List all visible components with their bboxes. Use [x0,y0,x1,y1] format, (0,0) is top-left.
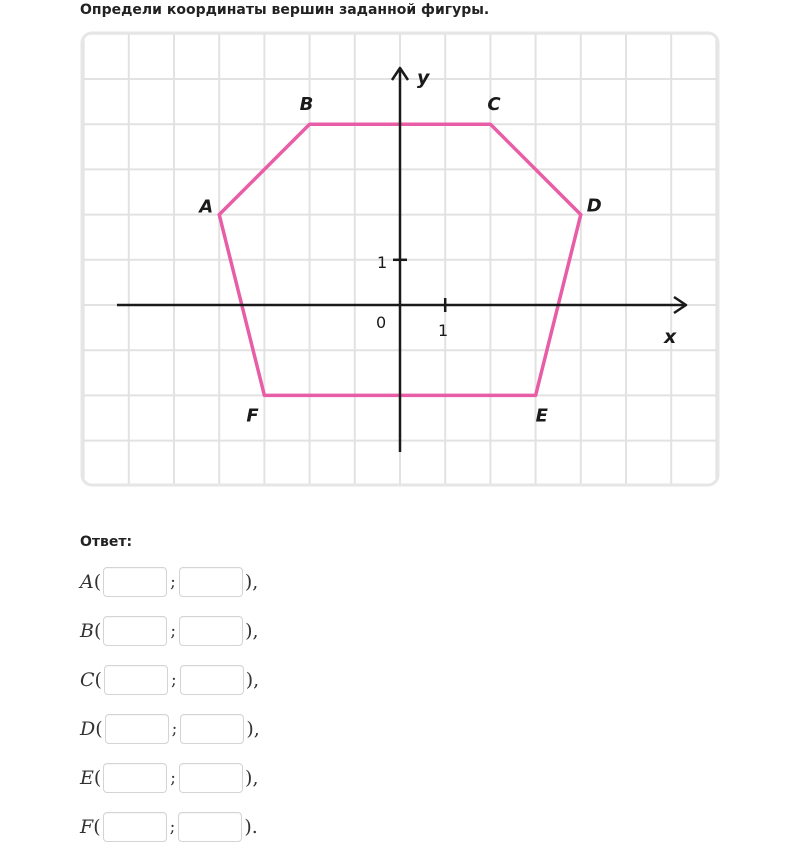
x-coordinate-input[interactable] [103,567,167,597]
open-paren: ( [93,571,102,593]
close-paren: ), [245,767,259,789]
separator: ; [169,817,176,837]
close-paren: ). [244,816,258,838]
answer-row-a [80,565,258,599]
separator: ; [170,621,177,641]
y-coordinate-input[interactable] [178,812,242,842]
x-coordinate-input[interactable] [103,616,167,646]
vertex-label-f: F [246,405,259,427]
open-paren: ( [93,816,101,838]
close-paren: ), [244,571,259,593]
vertex-label-c: C [487,94,501,116]
vertex-name: A [80,571,94,593]
answer-row-b [80,614,259,648]
vertex-label-d: D [586,195,602,217]
vertex-label-e: E [535,405,548,427]
y-coordinate-input[interactable] [180,665,244,695]
y-coordinate-input[interactable] [179,616,243,646]
x-axis-label: x [664,326,677,348]
vertex-label-b: B [299,94,314,116]
figure-labels [197,67,677,426]
x-coordinate-input[interactable] [104,665,168,695]
vertex-name: D [80,718,96,740]
answer-row-c [80,663,259,697]
separator: ; [170,670,177,690]
vertex-name: C [80,669,95,691]
vertex-name: B [80,620,94,642]
open-paren: ( [95,718,103,740]
y-coordinate-input[interactable] [179,763,243,793]
x-coordinate-input[interactable] [105,714,169,744]
y-unit-label: 1 [377,253,388,272]
y-axis-label: y [417,67,430,89]
close-paren: ), [245,669,260,691]
vertex-label-a: A [199,196,214,218]
separator: ; [170,768,177,788]
open-paren: ( [93,620,102,642]
x-unit-label: 1 [438,321,449,340]
answer-row-e [80,761,258,795]
answer-label: Ответ: [80,534,133,550]
origin-label: 0 [376,313,387,332]
task-title: Определи координаты вершин заданной фигуры. [80,2,490,18]
x-coordinate-input[interactable] [103,763,167,793]
open-paren: ( [94,669,102,691]
answer-row-f [80,810,258,844]
separator: ; [171,719,178,739]
close-paren: ), [245,620,259,642]
close-paren: ), [246,718,260,740]
open-paren: ( [93,767,102,789]
separator: ; [170,572,176,592]
vertex-name: F [80,816,94,838]
y-coordinate-input[interactable] [179,567,243,597]
vertex-name: E [80,767,94,789]
y-coordinate-input[interactable] [180,714,244,744]
x-coordinate-input[interactable] [103,812,167,842]
answer-row-d [80,712,260,746]
